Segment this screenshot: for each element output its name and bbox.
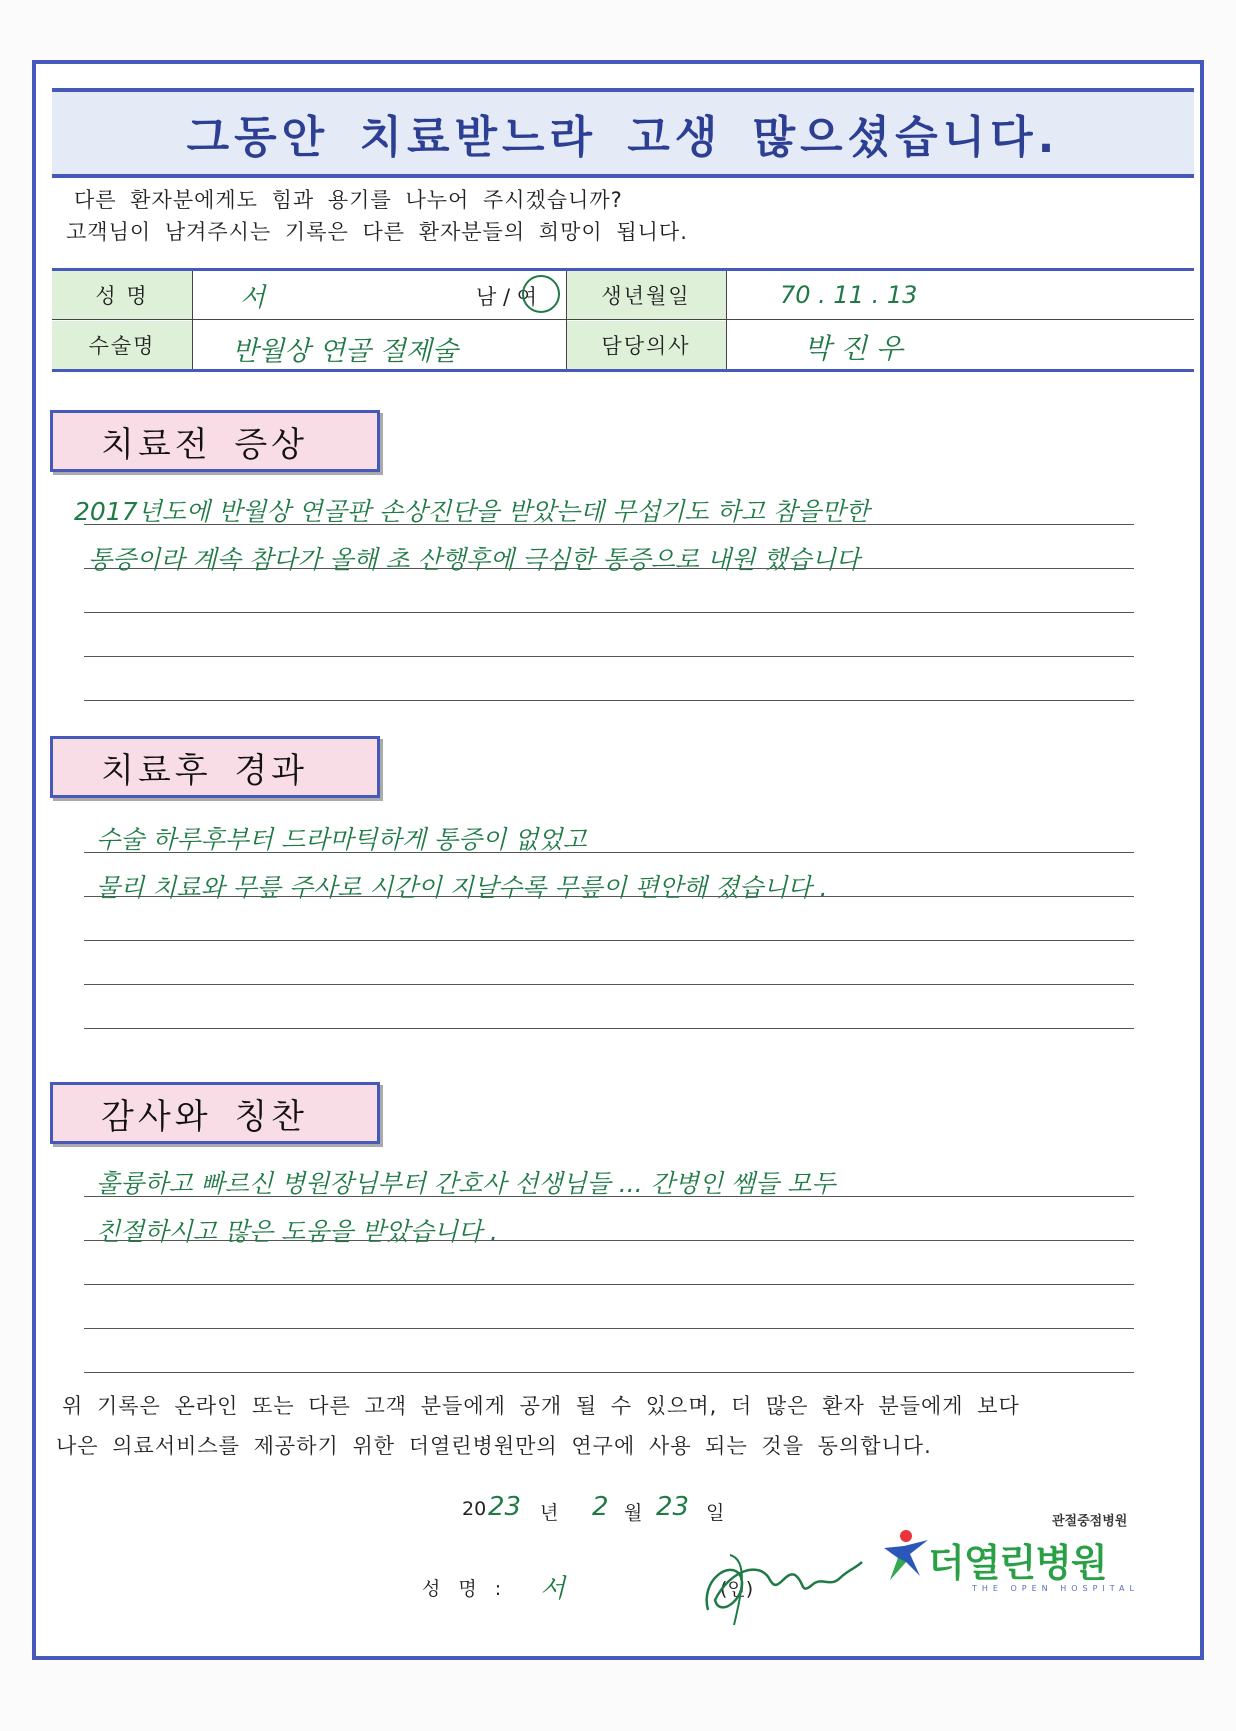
date-month-unit: 월 (624, 1502, 643, 1524)
birth-label: 생년월일 (566, 271, 726, 319)
section-after-treatment (50, 736, 380, 798)
date-day-unit: 일 (706, 1502, 725, 1524)
page-title: 그동안 치료받느라 고생 많으셨습니다. (186, 112, 1060, 163)
date-prefix: 20 (462, 1498, 487, 1520)
writing-line (84, 700, 1134, 701)
writing-line (84, 656, 1134, 657)
writing-line (84, 1284, 1134, 1285)
section-label-text: 감사와 칭찬 (101, 1096, 309, 1137)
writing-line (84, 1028, 1134, 1029)
section-before-treatment (50, 410, 380, 472)
logo-name: 더열린병원 (928, 1541, 1107, 1585)
section-thanks (50, 1082, 380, 1144)
date-year: 23 (488, 1492, 522, 1522)
date-month: 2 (592, 1492, 609, 1522)
hospital-logo (880, 1510, 1140, 1610)
table-col-divider (726, 271, 727, 369)
intro-line-2: 고객님이 남겨주시는 기록은 다른 환자분들의 희망이 됩니다. (66, 220, 688, 244)
logo-figure-icon (880, 1528, 930, 1584)
section-label-text: 치료후 경과 (101, 750, 309, 791)
gender-selected-circle (522, 275, 560, 313)
logo-english: THE OPEN HOSPITAL (972, 1584, 1139, 1593)
name-value: 서 (240, 283, 266, 313)
handwritten-line: 2017년도에 반월상 연골판 손상진단을 받았는데 무섭기도 하고 참을만한 (74, 497, 870, 526)
birth-value: 70 . 11 . 13 (780, 281, 918, 309)
consent-line-1: 위 기록은 온라인 또는 다른 고객 분들에게 공개 될 수 있으며, 더 많은 환자 분들에게 보다 (62, 1394, 1020, 1418)
handwritten-line: 통증이라 계속 참다가 올해 초 산행후에 극심한 통증으로 내원 했습니다 (88, 545, 860, 574)
handwritten-signature (690, 1540, 870, 1630)
handwritten-line: 친절하시고 많은 도움을 받았습니다 . (96, 1217, 498, 1246)
writing-line (84, 984, 1134, 985)
table-col-divider (566, 271, 567, 369)
surgery-label: 수술명 (52, 321, 192, 369)
date-day: 23 (656, 1492, 690, 1522)
surgery-value: 반월상 연골 절제술 (232, 336, 458, 367)
gender-options: 남 / 여 (476, 285, 537, 309)
handwritten-line: 수술 하루후부터 드라마틱하게 통증이 없었고 (96, 825, 587, 854)
name-label: 성 명 (52, 271, 192, 319)
handwritten-line: 물리 치료와 무릎 주사로 시간이 지날수록 무릎이 편안해 졌습니다 . (96, 873, 828, 902)
logo-tagline: 관절중점병원 (1052, 1514, 1128, 1529)
signature-name: 서 (540, 1574, 566, 1604)
writing-line (84, 940, 1134, 941)
date-year-unit: 년 (540, 1502, 559, 1524)
writing-line (84, 1372, 1134, 1373)
table-row-divider (52, 319, 1194, 320)
writing-line (84, 612, 1134, 613)
writing-line (84, 1328, 1134, 1329)
signature-label: 성 명 : (422, 1578, 508, 1600)
doctor-label: 담당의사 (566, 321, 726, 369)
doctor-value: 박 진 우 (804, 332, 903, 365)
title-banner (52, 88, 1194, 178)
patient-info-table (52, 268, 1194, 372)
intro-line-1: 다른 환자분에게도 힘과 용기를 나누어 주시겠습니까? (74, 188, 623, 212)
table-col-divider (192, 271, 193, 369)
section-label-text: 치료전 증상 (101, 424, 309, 465)
seal-mark: (인) (720, 1578, 754, 1600)
consent-line-2: 나은 의료서비스를 제공하기 위한 더열린병원만의 연구에 사용 되는 것을 동의합니다. (56, 1434, 932, 1458)
handwritten-line: 훌륭하고 빠르신 병원장님부터 간호사 선생님들 ... 간병인 쌤들 모두 (96, 1169, 836, 1198)
